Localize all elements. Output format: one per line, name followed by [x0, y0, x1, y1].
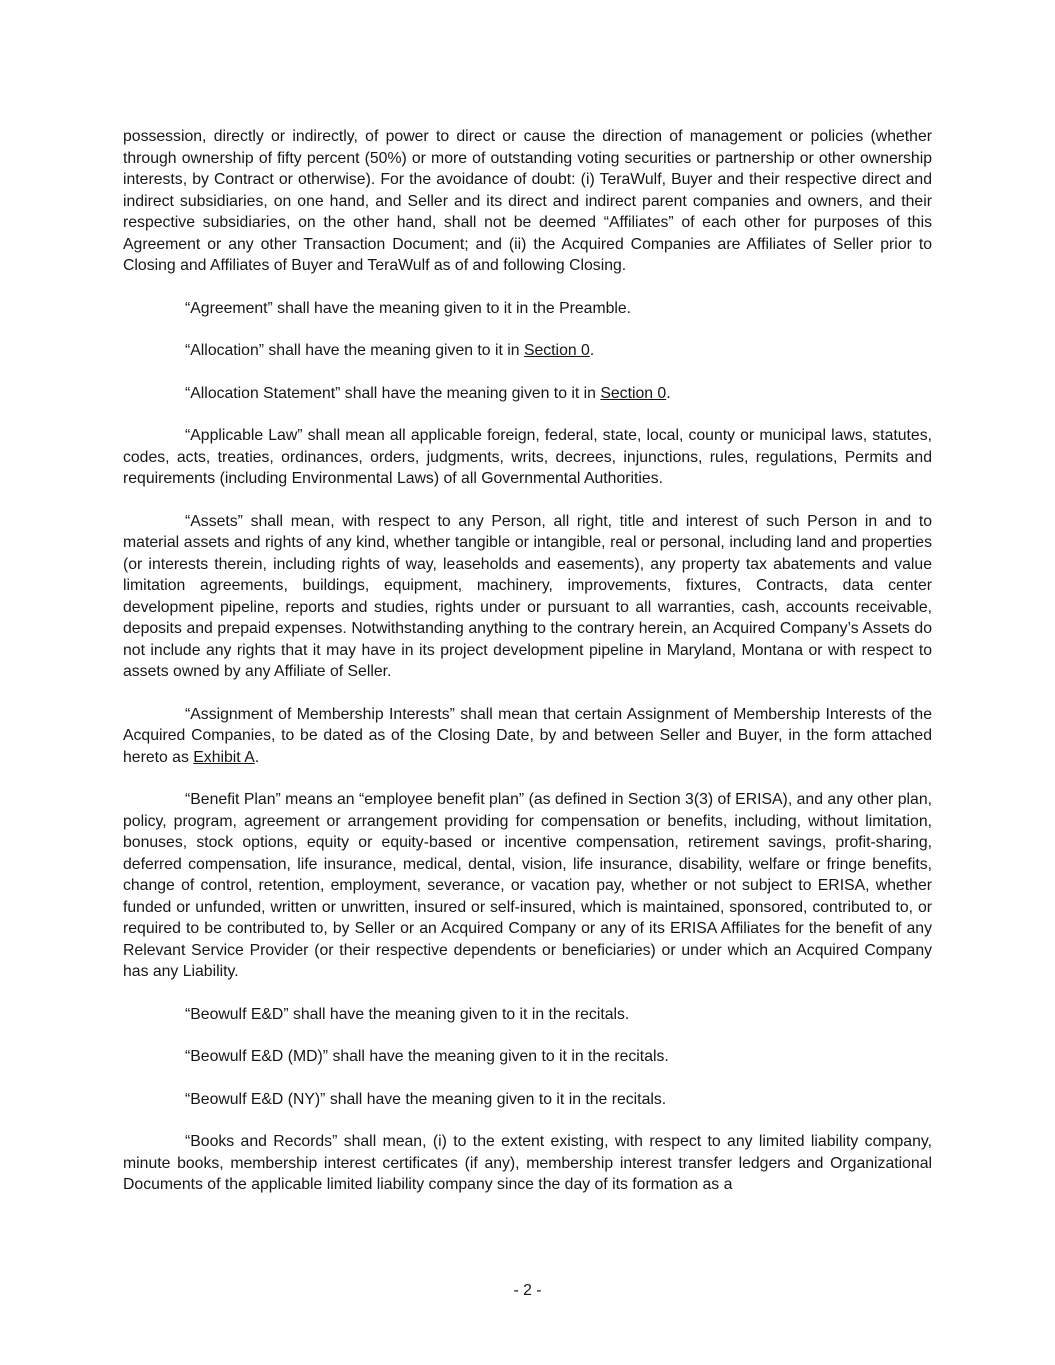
paragraph	[123, 1131, 932, 1196]
text-run: “Allocation Statement” shall have the meaning given to it in	[185, 384, 601, 402]
text-run: “Assignment of Membership Interests” shall mean that certain Assignment of Membership Interests of the Acquired Companies, to be dated as of the Closing Date, by and between Seller and Buyer, in the form attached hereto as	[123, 705, 932, 766]
paragraph	[123, 126, 932, 277]
text-run: .	[254, 748, 260, 766]
paragraph	[123, 425, 932, 490]
text-run: “Beowulf E&D (NY)” shall have the meaning given to it in the recitals.	[185, 1090, 667, 1108]
paragraph	[123, 1046, 932, 1068]
document-body	[123, 126, 932, 1217]
page-number: - 2 -	[513, 1282, 542, 1299]
paragraph	[123, 1004, 932, 1026]
paragraph	[123, 340, 932, 362]
text-run: “Applicable Law” shall mean all applicable foreign, federal, state, local, county or municipal laws, statutes, codes, acts, treaties, ordinances, orders, judgments, writs, decrees, injunctions, rules, regulations, Permits and requirements (including Environmental Laws) of all Governmental Authorities.	[123, 427, 932, 487]
text-run: “Assets” shall mean, with respect to any Person, all right, title and interest of such Person in and to material assets and rights of any kind, whether tangible or intangible, real or personal, including land and properties (or interests therein, including rights of way, leaseholds and easements), any property tax abatements and value limitation agreements, buildings, equipment, machinery, improvements, fixtures, Contracts, data center development pipeline, reports and studies, rights under or pursuant to all warranties, cash, accounts receivable, deposits and prepaid expenses. Notwithstanding anything to the contrary herein, an Acquired Company’s Assets do not include any rights that it may have in its project development pipeline in Maryland, Montana or with respect to assets owned by any Affiliate of Seller.	[123, 512, 932, 680]
cross-reference: Section 0	[523, 342, 590, 359]
text-run: “Beowulf E&D” shall have the meaning given to it in the recitals.	[185, 1005, 630, 1023]
paragraph	[123, 704, 932, 769]
paragraph	[123, 511, 932, 683]
text-run: “Beowulf E&D (MD)” shall have the meaning given to it in the recitals.	[185, 1048, 669, 1065]
paragraph	[123, 1089, 932, 1111]
text-run: “Allocation” shall have the meaning given to it in	[185, 342, 524, 359]
cross-reference: Section 0	[600, 384, 667, 402]
text-run: .	[589, 342, 595, 359]
text-run: “Benefit Plan” means an “employee benefit plan” (as defined in Section 3(3) of ERISA), and any other plan, policy, program, agreement or arrangement providing for compensation or benefits, including, without limitation, bonuses, stock options, equity or equity-based or incentive compensation, retirement savings, profit-sharing, deferred compensation, life insurance, medical, dental, vision, life insurance, disability, welfare or fringe benefits, change of control, retention, employment, severance, or vacation pay, whether or not subject to ERISA, whether funded or unfunded, written or unwritten, insured or self-insured, which is maintained, sponsored, contributed to, or required to be contributed to, by Seller or an Acquired Company or any of its ERISA Affiliates for the benefit of any Relevant Service Provider (or their respective dependents or beneficiaries) or under which an Acquired Company has any Liability.	[123, 791, 932, 980]
text-run: .	[666, 384, 671, 402]
cross-reference: Exhibit A	[193, 748, 255, 766]
page-footer	[0, 1280, 1055, 1302]
text-run: possession, directly or indirectly, of power to direct or cause the direction of management or policies (whether through ownership of fifty percent (50%) or more of outstanding voting securities or partnership or other ownership interests, by Contract or otherwise). For the avoidance of doubt: (i) TeraWulf, Buyer and their respective direct and indirect subsidiaries, on one hand, and Seller and its direct and indirect parent companies and owners, and their respective subsidiaries, on the other hand, shall not be deemed “Affiliates” of each other for purposes of this Agreement or any other Transaction Document; and (ii) the Acquired Companies are Affiliates of Seller prior to Closing and Affiliates of Buyer and TeraWulf as of and following Closing.	[123, 128, 932, 274]
paragraph	[123, 383, 932, 405]
paragraph	[123, 789, 932, 983]
text-run: “Agreement” shall have the meaning given to it in the Preamble.	[185, 299, 632, 317]
text-run: “Books and Records” shall mean, (i) to the extent existing, with respect to any limited liability company, minute books, membership interest certificates (if any), membership interest transfer ledgers and Organizational Documents of the applicable limited liability company since the day of its formation as a	[123, 1133, 932, 1193]
paragraph	[123, 298, 932, 320]
